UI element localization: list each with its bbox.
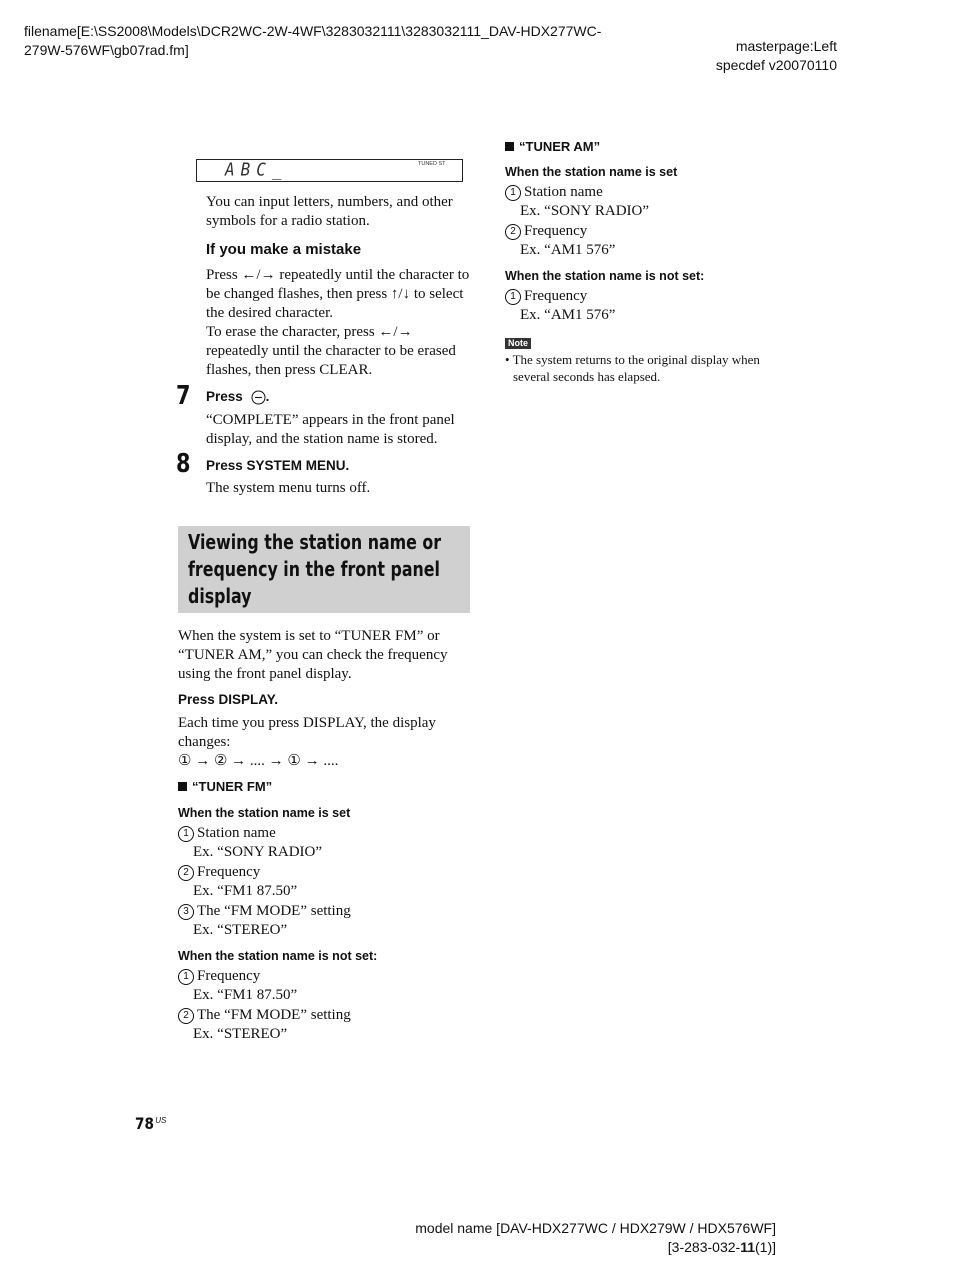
filename-line-1: filename[E:\SS2008\Models\DCR2WC-2W-4WF\3283032111\3283032111_DAV-HDX277WC- <box>24 23 602 39</box>
page-number-suffix: US <box>155 1116 167 1125</box>
fm-set-list <box>178 824 351 940</box>
circled-number-icon: 3 <box>178 904 194 920</box>
note-line: several seconds has elapsed. <box>513 369 661 384</box>
item-label: Frequency <box>197 864 261 880</box>
mistake-line: To erase the character, press ←/→ <box>206 324 413 340</box>
section-intro-line: using the front panel display. <box>178 666 352 682</box>
press-display-heading: Press DISPLAY. <box>178 692 279 707</box>
item-example: Ex. “STEREO” <box>193 1026 288 1042</box>
item-example: Ex. “SONY RADIO” <box>193 844 323 860</box>
tuner-fm-label: “TUNER FM” <box>192 779 273 794</box>
mistake-line: repeatedly until the character to be erased <box>206 343 456 359</box>
item-label: The “FM MODE” setting <box>197 903 351 919</box>
section-intro-line: When the system is set to “TUNER FM” or <box>178 628 440 644</box>
section-intro <box>178 627 447 684</box>
square-bullet-icon <box>178 782 187 791</box>
list-item <box>505 287 615 306</box>
mistake-line: be changed flashes, then press ↑/↓ to select <box>206 286 464 302</box>
item-example: Ex. “FM1 87.50” <box>193 883 298 899</box>
each-time-text <box>178 714 436 771</box>
fm-set-heading: When the station name is set <box>178 806 351 820</box>
circled-number-icon: 2 <box>505 224 521 240</box>
note-text <box>505 351 760 385</box>
list-item <box>178 863 351 882</box>
fm-notset-list <box>178 967 351 1044</box>
list-item <box>505 222 649 241</box>
step-7-label: Press <box>206 389 243 404</box>
mistake-text <box>206 266 469 380</box>
intro-text <box>206 193 453 231</box>
item-example: Ex. “AM1 576” <box>520 307 616 323</box>
specdef-label: specdef v20070110 <box>715 57 837 73</box>
note-label: Note <box>505 338 531 349</box>
mistake-line: Press ←/→ repeatedly until the character to <box>206 267 470 283</box>
circled-number-icon: 1 <box>178 969 194 985</box>
list-item <box>178 967 351 986</box>
intro-line: symbols for a radio station. <box>206 213 370 229</box>
am-notset-heading: When the station name is not set: <box>505 269 705 283</box>
circled-number-icon: 1 <box>178 826 194 842</box>
display-text: ABC_ <box>225 159 288 180</box>
footer-model <box>415 1219 776 1257</box>
list-item <box>505 183 649 202</box>
model-name: model name [DAV-HDX277WC / HDX279W / HDX576WF] <box>415 1220 776 1236</box>
mistake-line: flashes, then press CLEAR. <box>206 362 373 378</box>
step-7-heading: Press . <box>206 389 269 408</box>
list-item <box>178 902 351 921</box>
item-label: Station name <box>197 825 276 841</box>
filename-line-2: 279W-576WF\gb07rad.fm] <box>24 42 189 58</box>
item-label: The “FM MODE” setting <box>197 1007 351 1023</box>
section-intro-line: “TUNER AM,” you can check the frequency <box>178 647 448 663</box>
mistake-line: the desired character. <box>206 305 334 321</box>
list-item <box>178 1006 351 1025</box>
circled-number-icon: 1 <box>505 289 521 305</box>
front-panel-display-illustration <box>196 159 463 182</box>
step-7-line: display, and the station name is stored. <box>206 431 438 447</box>
tuned-st-indicator: TUNED ST <box>418 161 446 167</box>
item-example: Ex. “STEREO” <box>193 922 288 938</box>
step-7-number: 7 <box>176 381 191 411</box>
item-label: Frequency <box>524 288 588 304</box>
code-suffix: (1)] <box>755 1239 776 1255</box>
tuner-fm-heading <box>178 779 272 794</box>
fm-notset-heading: When the station name is not set: <box>178 949 378 963</box>
am-set-heading: When the station name is set <box>505 165 678 179</box>
circled-number-icon: 2 <box>178 865 194 881</box>
mistake-heading: If you make a mistake <box>206 241 362 258</box>
step-8-number: 8 <box>176 449 191 479</box>
header-masterpage <box>716 37 837 75</box>
item-example: Ex. “FM1 87.50” <box>193 987 298 1003</box>
square-bullet-icon <box>505 142 514 151</box>
tuner-am-label: “TUNER AM” <box>519 139 601 154</box>
circled-number-icon: 2 <box>178 1008 194 1024</box>
step-8-heading: Press SYSTEM MENU. <box>206 458 350 473</box>
list-item <box>178 824 351 843</box>
step-7-text <box>206 411 455 449</box>
intro-line: You can input letters, numbers, and other <box>206 194 453 210</box>
masterpage-label: masterpage:Left <box>735 38 837 54</box>
item-example: Ex. “SONY RADIO” <box>520 203 650 219</box>
page-number-value: 78 <box>135 1114 154 1133</box>
each-time-line: changes: <box>178 734 231 750</box>
document-code <box>415 1238 776 1257</box>
enter-button-icon <box>251 390 266 408</box>
code-bold: 11 <box>740 1239 755 1255</box>
section-banner <box>178 526 470 613</box>
header-filename <box>24 22 601 60</box>
item-label: Station name <box>524 184 603 200</box>
item-example: Ex. “AM1 576” <box>520 242 616 258</box>
page-number <box>135 1114 166 1134</box>
step-8-text: The system menu turns off. <box>206 480 371 496</box>
each-time-line: Each time you press DISPLAY, the display <box>178 715 436 731</box>
note-line: • The system returns to the original display when <box>505 352 760 367</box>
item-label: Frequency <box>524 223 588 239</box>
step-7-line: “COMPLETE” appears in the front panel <box>206 412 455 428</box>
section-title: Viewing the station name or frequency in the front panel display <box>188 530 442 608</box>
code-prefix: [3-283-032- <box>667 1239 741 1255</box>
item-label: Frequency <box>197 968 261 984</box>
tuner-am-heading <box>505 139 600 154</box>
am-notset-list <box>505 287 615 325</box>
display-cycle: ① → ② → .... → ① → .... <box>178 753 339 769</box>
circled-number-icon: 1 <box>505 185 521 201</box>
am-set-list <box>505 183 649 260</box>
